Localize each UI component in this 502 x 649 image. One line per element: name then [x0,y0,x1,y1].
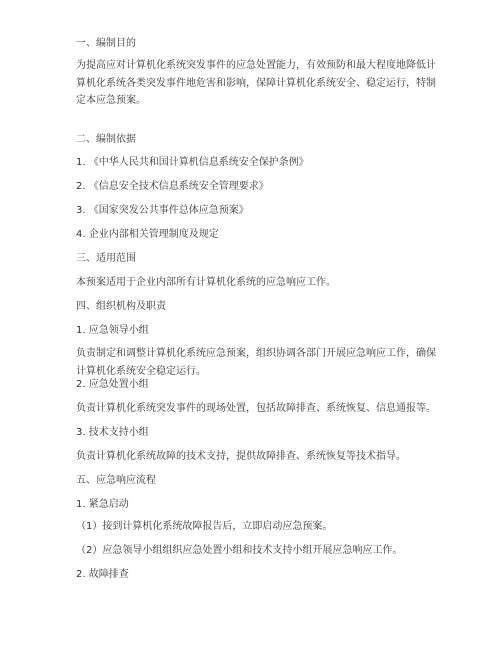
subsection-heading: 1. 紧急启动 [76,499,129,510]
paragraph: 为提高应对计算机化系统突发事件的应急处置能力，有效预防和最大程度地降低计算机化系统各类突发事件地危害和影响，保障计算机化系统安全、稳定运行，特制定本应急预案。 [76,60,436,106]
section-heading: 四、组织机构及职责 [76,301,166,312]
subsection-heading: 2. 故障排查 [76,569,129,580]
subsection-heading: 2. 应急处置小组 [76,379,149,390]
section-heading: 二、编制依据 [76,134,136,145]
paragraph: 本预案适用于企业内部所有计算机化系统的应急响应工作。 [76,277,336,288]
list-item: （2）应急领导小组组织应急处置小组和技术支持小组开展应急响应工作。 [76,545,403,556]
section-heading: 五、应急响应流程 [76,475,156,486]
paragraph: 负责制定和调整计算机化系统应急预案，组织协调各部门开展应急响应工作，确保计算机化系统安全稳定运行。 [76,348,436,377]
list-item: 1. 《中华人民共和国计算机信息系统安全保护条例》 [76,157,309,168]
list-item: 2. 《信息安全技术信息系统安全管理要求》 [76,181,269,192]
list-item: 3. 《国家突发公共事件总体应急预案》 [76,205,249,216]
list-item: 4. 企业内部相关管理制度及规定 [76,229,219,240]
section-heading: 一、编制目的 [76,38,136,49]
section-heading: 三、适用范围 [76,253,136,264]
subsection-heading: 1. 应急领导小组 [76,325,149,336]
subsection-heading: 3. 技术支持小组 [76,427,149,438]
list-item: （1）接到计算机化系统故障报告后，立即启动应急预案。 [76,521,333,532]
paragraph: 负责计算机化系统突发事件的现场处置，包括故障排查、系统恢复、信息通报等。 [76,403,436,414]
paragraph: 负责计算机化系统故障的技术支持，提供故障排查、系统恢复等技术指导。 [76,451,406,462]
